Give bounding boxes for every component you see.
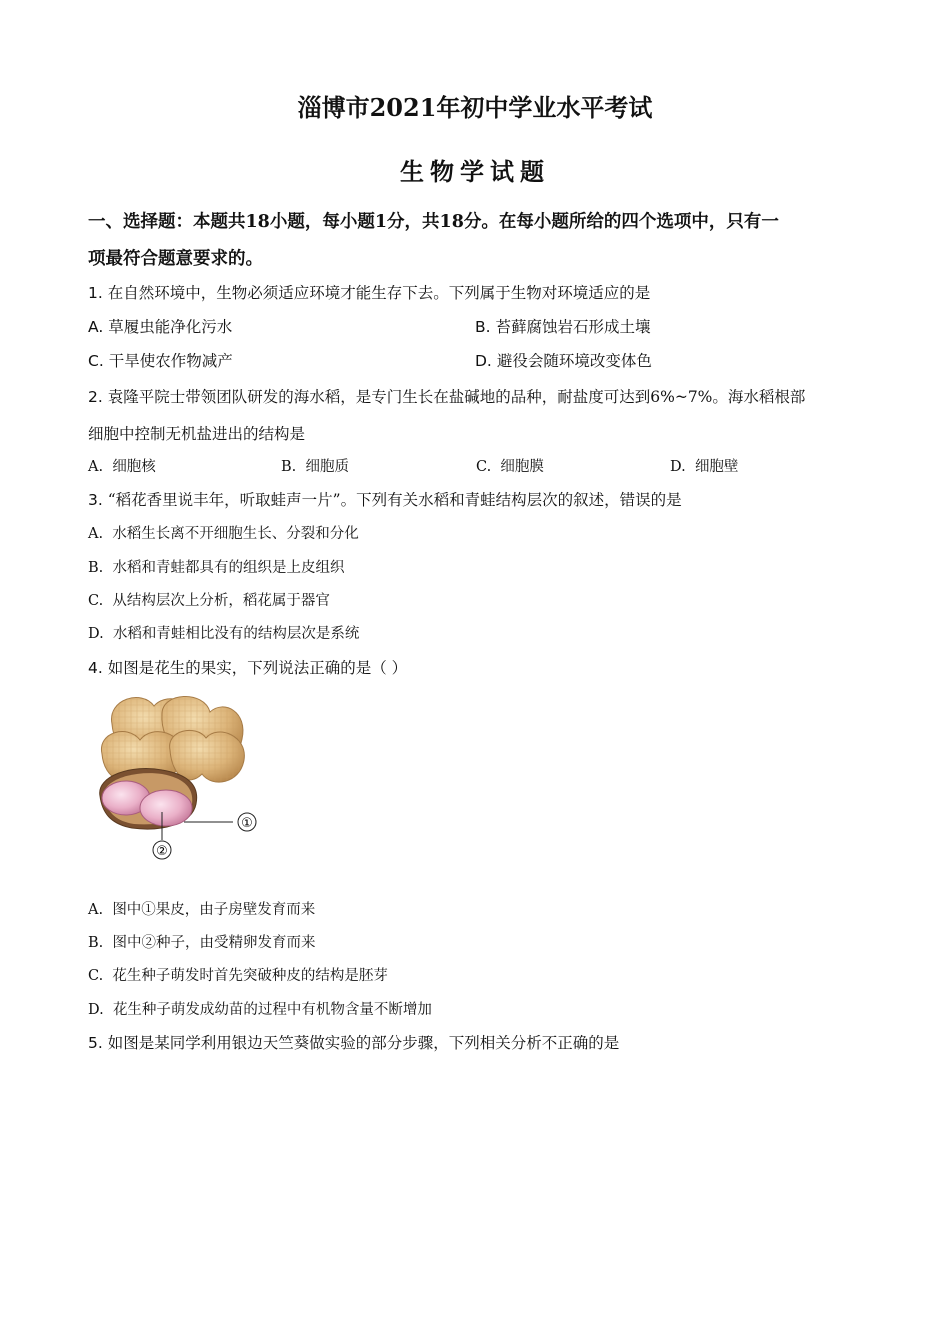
q4-option-c [88,964,388,985]
option-text: 图中①果皮，由子房壁发育而来 [112,902,316,918]
q4-option-d [88,998,432,1019]
q3-option-a [88,522,359,543]
page-subtitle: 生物学试题 [400,157,550,186]
figure-label-1: ① [241,816,253,831]
q3-option-d [88,622,359,643]
option-label: C. [88,593,104,609]
question-stem: 袁隆平院士带领团队研发的海水稻，是专门生长在盐碱地的品种，耐盐度可达到6%~7%。海水稻根部 [107,388,806,406]
question-3 [88,488,682,510]
q1-option-d [475,349,652,371]
option-label: A. [88,318,104,336]
option-text: 细胞核 [112,459,156,475]
option-label: B. [88,560,104,576]
question-5 [88,1031,619,1053]
q1-option-b [475,315,651,337]
option-label: C. [476,459,492,475]
question-2 [88,385,805,407]
q3-option-c [88,589,330,610]
question-number: 2. [88,388,103,406]
q2-option-c [476,455,544,476]
option-label: C. [88,352,104,370]
seed [140,790,192,826]
q4-option-a [88,898,315,919]
option-label: D. [88,626,104,642]
question-stem: 如图是某同学利用银边天竺葵做实验的部分步骤，下列相关分析不正确的是 [107,1034,620,1052]
option-label: A. [88,902,104,918]
peanut-shell [170,730,245,782]
option-label: C. [88,968,104,984]
q2-option-d [670,455,738,476]
option-text: 花生种子萌发时首先突破种皮的结构是胚芽 [112,968,388,984]
option-text: 细胞质 [305,459,349,475]
option-text: 草履虫能净化污水 [108,318,233,336]
question-number: 1. [88,284,103,302]
option-text: 水稻生长离不开细胞生长、分裂和分化 [112,526,359,542]
q1-option-a [88,315,232,337]
option-label: B. [281,459,297,475]
question-stem: 如图是花生的果实，下列说法正确的是（ ） [107,659,408,677]
peanut-figure [92,684,267,862]
option-label: B. [475,318,491,336]
option-text: 细胞膜 [500,459,544,475]
option-label: B. [88,935,104,951]
figure-label-2: ② [156,844,168,859]
q4-option-b [88,931,315,952]
q1-option-c [88,349,233,371]
question-number: 4. [88,659,103,677]
question-stem: 在自然环境中，生物必须适应环境才能生存下去。下列属于生物对环境适应的是 [107,284,651,302]
question-number: 3. [88,491,103,509]
question-stem: “稻花香里说丰年，听取蛙声一片”。下列有关水稻和青蛙结构层次的叙述，错误的是 [107,491,682,509]
option-label: D. [475,352,492,370]
question-1 [88,281,650,303]
option-text: 苔藓腐蚀岩石形成土壤 [495,318,651,336]
option-text: 从结构层次上分析，稻花属于器官 [112,593,330,609]
option-label: A. [88,526,104,542]
q3-option-b [88,556,344,577]
option-label: D. [670,459,686,475]
page-title: 淄博市2021年初中学业水平考试 [297,93,653,122]
option-text: 图中②种子，由受精卵发育而来 [112,935,316,951]
option-text: 细胞壁 [694,459,739,475]
peanut-illustration [92,684,267,862]
option-text: 干旱使农作物减产 [108,352,233,370]
option-text: 水稻和青蛙都具有的组织是上皮组织 [112,560,345,576]
q2-option-a [88,455,156,476]
question-2-cont: 细胞中控制无机盐进出的结构是 [88,425,306,443]
option-label: A. [88,459,104,475]
section-heading: 一、选择题：本题共18小题，每小题1分，共18分。在每小题所给的四个选项中，只有一 [88,212,779,232]
question-number: 5. [88,1034,103,1052]
option-text: 避役会随环境改变体色 [496,352,652,370]
option-text: 水稻和青蛙相比没有的结构层次是系统 [112,626,360,642]
section-heading-cont: 项最符合题意要求的。 [88,249,263,269]
q2-option-b [281,455,349,476]
option-label: D. [88,1002,104,1018]
question-4 [88,656,407,678]
option-text: 花生种子萌发成幼苗的过程中有机物含量不断增加 [112,1002,432,1018]
